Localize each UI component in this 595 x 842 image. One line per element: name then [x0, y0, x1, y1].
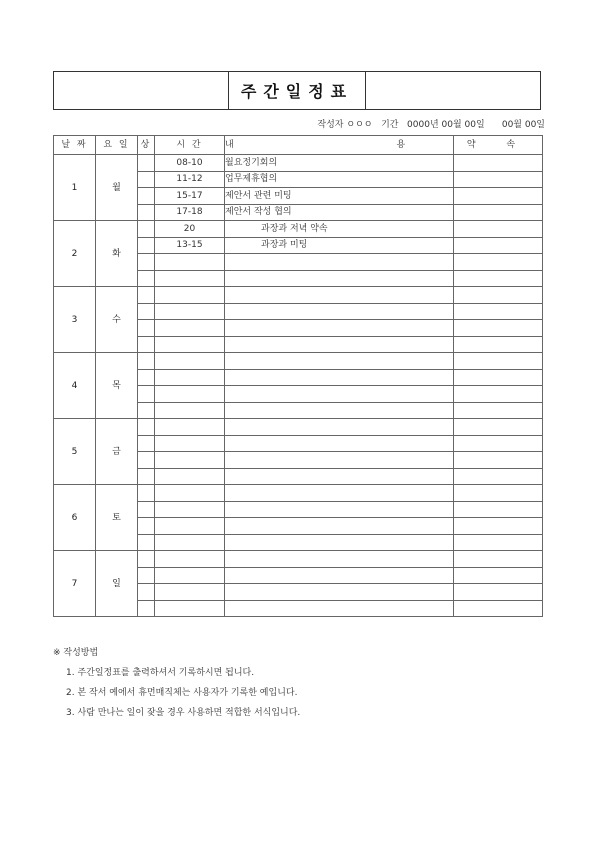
- content-cell[interactable]: [225, 369, 454, 386]
- appointment-cell[interactable]: [454, 171, 543, 188]
- title-box-right: [366, 72, 540, 109]
- table-row: [54, 485, 543, 502]
- content-cell[interactable]: [225, 468, 454, 485]
- time-cell[interactable]: [155, 336, 225, 353]
- time-cell[interactable]: [155, 485, 225, 502]
- title-box-left: [54, 72, 228, 109]
- appointment-cell[interactable]: [454, 221, 543, 238]
- notes-section: [53, 645, 541, 725]
- time-cell[interactable]: [155, 254, 225, 271]
- appointment-cell[interactable]: [454, 353, 543, 370]
- content-cell[interactable]: 과장과 미팅: [225, 237, 454, 254]
- period-end: 00월 00일: [501, 120, 545, 130]
- status-cell[interactable]: [138, 303, 155, 320]
- content-cell[interactable]: 제안서 관련 미팅: [225, 188, 454, 205]
- meta-line: [53, 117, 545, 130]
- status-cell[interactable]: [138, 336, 155, 353]
- time-cell[interactable]: [155, 270, 225, 287]
- time-cell[interactable]: [155, 501, 225, 518]
- status-cell[interactable]: [138, 353, 155, 370]
- notes-heading: ※ 작성방법: [53, 648, 99, 658]
- time-cell[interactable]: [155, 419, 225, 436]
- appointment-cell[interactable]: [454, 534, 543, 551]
- day-number: 4: [54, 353, 96, 419]
- appointment-cell[interactable]: [454, 435, 543, 452]
- author-label: 작성자: [317, 120, 344, 130]
- day-number: 3: [54, 287, 96, 353]
- day-number: 5: [54, 419, 96, 485]
- status-cell[interactable]: [138, 369, 155, 386]
- content-cell[interactable]: [225, 353, 454, 370]
- appointment-cell[interactable]: [454, 386, 543, 403]
- day-number: 1: [54, 155, 96, 221]
- status-cell[interactable]: [138, 485, 155, 502]
- appointment-cell[interactable]: [454, 320, 543, 337]
- time-cell[interactable]: 08-10: [155, 155, 225, 172]
- content-cell[interactable]: [225, 551, 454, 568]
- status-cell[interactable]: [138, 221, 155, 238]
- day-number: 2: [54, 221, 96, 287]
- header-appointment: 약 속: [454, 136, 543, 155]
- content-cell[interactable]: [225, 600, 454, 617]
- day-name: 금: [96, 419, 138, 485]
- header-status: 상: [138, 136, 155, 155]
- notes-item: 2. 본 작서 예에서 휴먼매직체는 사용자가 기록한 예입니다.: [66, 688, 298, 698]
- status-cell[interactable]: [138, 402, 155, 419]
- appointment-cell[interactable]: [454, 468, 543, 485]
- content-cell[interactable]: [225, 287, 454, 304]
- time-cell[interactable]: [155, 518, 225, 535]
- time-cell[interactable]: [155, 386, 225, 403]
- status-cell[interactable]: [138, 237, 155, 254]
- author-value: ㅇㅇㅇ: [346, 120, 373, 130]
- status-cell[interactable]: [138, 419, 155, 436]
- appointment-cell[interactable]: [454, 518, 543, 535]
- status-cell[interactable]: [138, 320, 155, 337]
- time-cell[interactable]: 13-15: [155, 237, 225, 254]
- notes-item: 1. 주간일정표를 출력하셔서 기록하시면 됩니다.: [66, 668, 255, 678]
- header-row: [54, 136, 543, 155]
- content-cell[interactable]: 업무제휴협의: [225, 171, 454, 188]
- time-cell[interactable]: 11-12: [155, 171, 225, 188]
- day-number: 7: [54, 551, 96, 617]
- status-cell[interactable]: [138, 287, 155, 304]
- appointment-cell[interactable]: [454, 237, 543, 254]
- time-cell[interactable]: [155, 534, 225, 551]
- appointment-cell[interactable]: [454, 303, 543, 320]
- time-cell[interactable]: [155, 452, 225, 469]
- status-cell[interactable]: [138, 551, 155, 568]
- time-cell[interactable]: [155, 353, 225, 370]
- appointment-cell[interactable]: [454, 270, 543, 287]
- content-cell[interactable]: [225, 501, 454, 518]
- time-cell[interactable]: [155, 468, 225, 485]
- appointment-cell[interactable]: [454, 419, 543, 436]
- appointment-cell[interactable]: [454, 336, 543, 353]
- status-cell[interactable]: [138, 534, 155, 551]
- notes-item: 3. 사람 만나는 일이 잦을 경우 사용하면 적합한 서식입니다.: [66, 708, 301, 718]
- header-content: 내 용: [225, 136, 454, 155]
- status-cell[interactable]: [138, 518, 155, 535]
- time-cell[interactable]: [155, 369, 225, 386]
- content-cell[interactable]: [225, 303, 454, 320]
- appointment-cell[interactable]: [454, 369, 543, 386]
- appointment-cell[interactable]: [454, 188, 543, 205]
- appointment-cell[interactable]: [454, 287, 543, 304]
- table-row: [54, 287, 543, 304]
- status-cell[interactable]: [138, 452, 155, 469]
- time-cell[interactable]: [155, 584, 225, 601]
- status-cell[interactable]: [138, 567, 155, 584]
- table-row: [54, 419, 543, 436]
- content-cell[interactable]: [225, 567, 454, 584]
- time-cell[interactable]: 15-17: [155, 188, 225, 205]
- content-cell[interactable]: 월요정기회의: [225, 155, 454, 172]
- appointment-cell[interactable]: [454, 584, 543, 601]
- content-cell[interactable]: [225, 320, 454, 337]
- header-weekday: 요 일: [96, 136, 138, 155]
- status-cell[interactable]: [138, 386, 155, 403]
- content-cell[interactable]: [225, 485, 454, 502]
- day-name: 수: [96, 287, 138, 353]
- header-time: 시 간: [155, 136, 225, 155]
- schedule-table: [53, 135, 543, 617]
- status-cell[interactable]: [138, 204, 155, 221]
- header-date: 날 짜: [54, 136, 96, 155]
- day-name: 목: [96, 353, 138, 419]
- content-cell[interactable]: [225, 270, 454, 287]
- title-box: [53, 71, 541, 110]
- content-cell[interactable]: [225, 534, 454, 551]
- time-cell[interactable]: [155, 567, 225, 584]
- time-cell[interactable]: [155, 303, 225, 320]
- time-cell[interactable]: [155, 551, 225, 568]
- appointment-cell[interactable]: [454, 600, 543, 617]
- day-name: 일: [96, 551, 138, 617]
- status-cell[interactable]: [138, 584, 155, 601]
- status-cell[interactable]: [138, 270, 155, 287]
- content-cell[interactable]: [225, 584, 454, 601]
- time-cell[interactable]: [155, 287, 225, 304]
- status-cell[interactable]: [138, 155, 155, 172]
- day-name: 토: [96, 485, 138, 551]
- appointment-cell[interactable]: [454, 452, 543, 469]
- time-cell[interactable]: [155, 320, 225, 337]
- time-cell[interactable]: [155, 435, 225, 452]
- time-cell[interactable]: [155, 402, 225, 419]
- appointment-cell[interactable]: [454, 485, 543, 502]
- content-cell[interactable]: [225, 419, 454, 436]
- time-cell[interactable]: 20: [155, 221, 225, 238]
- day-number: 6: [54, 485, 96, 551]
- status-cell[interactable]: [138, 254, 155, 271]
- appointment-cell[interactable]: [454, 155, 543, 172]
- appointment-cell[interactable]: [454, 204, 543, 221]
- appointment-cell[interactable]: [454, 402, 543, 419]
- content-cell[interactable]: 제안서 작성 협의: [225, 204, 454, 221]
- content-cell[interactable]: [225, 518, 454, 535]
- status-cell[interactable]: [138, 501, 155, 518]
- day-name: 월: [96, 155, 138, 221]
- time-cell[interactable]: [155, 600, 225, 617]
- time-cell[interactable]: 17-18: [155, 204, 225, 221]
- table-row: [54, 221, 543, 238]
- content-cell[interactable]: [225, 386, 454, 403]
- table-row: [54, 353, 543, 370]
- status-cell[interactable]: [138, 600, 155, 617]
- content-cell[interactable]: [225, 254, 454, 271]
- content-cell[interactable]: [225, 402, 454, 419]
- period-start: 0000년 00월 00일: [407, 120, 485, 130]
- status-cell[interactable]: [138, 435, 155, 452]
- appointment-cell[interactable]: [454, 567, 543, 584]
- status-cell[interactable]: [138, 171, 155, 188]
- content-cell[interactable]: [225, 336, 454, 353]
- period-label: 기간: [381, 120, 399, 130]
- content-cell[interactable]: [225, 452, 454, 469]
- appointment-cell[interactable]: [454, 501, 543, 518]
- content-cell[interactable]: 과장과 저녁 약속: [225, 221, 454, 238]
- appointment-cell[interactable]: [454, 551, 543, 568]
- content-cell[interactable]: [225, 435, 454, 452]
- status-cell[interactable]: [138, 188, 155, 205]
- table-row: [54, 551, 543, 568]
- day-name: 화: [96, 221, 138, 287]
- appointment-cell[interactable]: [454, 254, 543, 271]
- page-title: 주간일정표: [228, 72, 366, 109]
- table-row: [54, 155, 543, 172]
- status-cell[interactable]: [138, 468, 155, 485]
